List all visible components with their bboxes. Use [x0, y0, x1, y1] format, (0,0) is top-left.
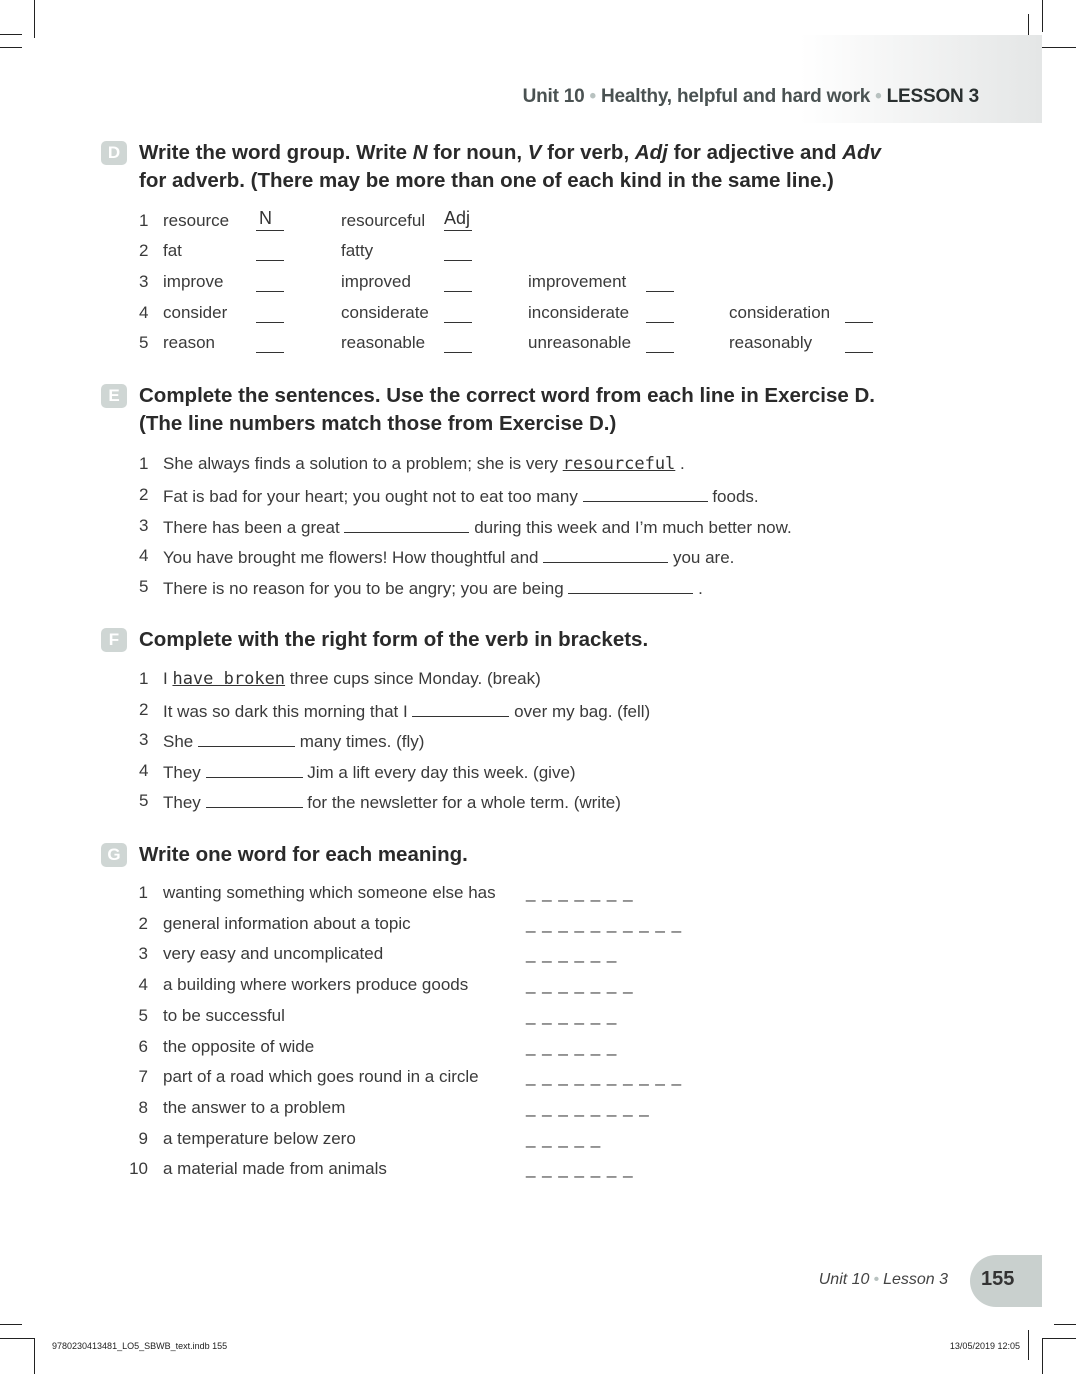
- slug-date: 13/05/2019 12:05: [949, 1341, 1020, 1351]
- header-lesson: LESSON 3: [886, 86, 979, 107]
- answer-blank[interactable]: [344, 516, 469, 533]
- header-unit: Unit 10: [522, 86, 585, 107]
- item-number: 4: [139, 760, 149, 780]
- answer-dashes[interactable]: _ _ _ _ _ _ _ _ _ _: [526, 913, 683, 933]
- answer-blank[interactable]: [646, 291, 674, 292]
- sentence: [163, 485, 759, 507]
- sentence: [163, 546, 734, 568]
- section-badge-d: D: [101, 141, 127, 165]
- section-badge-e: E: [101, 384, 127, 408]
- crop-mark: [0, 34, 22, 35]
- sentence-start: She: [163, 732, 198, 752]
- sentence: [163, 791, 621, 813]
- sentence-start: There is no reason for you to be angry; you are being: [163, 579, 569, 599]
- sentence-end: .: [693, 579, 703, 599]
- word: reasonable: [341, 333, 426, 352]
- crop-mark: [1038, 47, 1076, 48]
- sentence: [163, 730, 424, 752]
- answer-blank[interactable]: [206, 791, 303, 808]
- crop-mark: [1028, 1330, 1029, 1360]
- item-number: 10: [129, 1159, 148, 1179]
- filled-answer: Adj: [444, 208, 471, 228]
- sentence-start: They: [163, 762, 206, 782]
- sentence: [163, 454, 685, 474]
- answer-dashes[interactable]: _ _ _ _ _ _ _ _ _ _: [526, 1067, 683, 1087]
- definition: a building where workers produce goods: [163, 975, 469, 995]
- sentence-end: Jim a lift every day this week. (give): [302, 762, 576, 782]
- word: consider: [163, 303, 228, 322]
- word: improvement: [528, 272, 627, 291]
- sentence-start: It was so dark this morning that I: [163, 701, 413, 721]
- item-number: 3: [139, 515, 149, 535]
- word: inconsiderate: [528, 303, 630, 322]
- word: resource: [163, 211, 230, 230]
- definition: very easy and uncomplicated: [163, 944, 384, 964]
- item-number: 2: [139, 484, 149, 504]
- section-badge-f: F: [101, 628, 127, 652]
- answer-blank[interactable]: [444, 260, 472, 261]
- sentence-end: three cups since Monday. (break): [285, 669, 541, 688]
- word: unreasonable: [528, 333, 632, 352]
- word: resourceful: [341, 211, 426, 230]
- definition: to be successful: [163, 1005, 285, 1025]
- answer-blank[interactable]: [583, 485, 708, 502]
- filled-answer[interactable]: resourceful: [562, 454, 676, 474]
- crop-mark: [1042, 0, 1043, 32]
- crop-mark: [0, 1338, 34, 1339]
- answer-blank[interactable]: [198, 730, 295, 747]
- item-number: 5: [138, 1005, 148, 1025]
- crop-mark: [34, 1338, 35, 1374]
- word: reasonably: [729, 333, 813, 352]
- instruction-line: for adverb. (There may be more than one of each kind in the same line.): [139, 169, 834, 192]
- word: reason: [163, 333, 215, 352]
- answer-blank[interactable]: [206, 761, 303, 778]
- word: considerate: [341, 303, 429, 322]
- item-number: 1: [139, 211, 149, 230]
- answer-blank[interactable]: [845, 352, 873, 353]
- word: improved: [341, 272, 411, 291]
- answer-blank[interactable]: [256, 260, 284, 261]
- sentence-start: There has been a great: [163, 517, 345, 537]
- crop-mark: [1042, 1338, 1043, 1374]
- filled-answer: N: [259, 208, 272, 228]
- answer-blank[interactable]: [568, 577, 693, 594]
- item-number: 3: [139, 730, 149, 750]
- crop-mark: [1054, 1324, 1076, 1325]
- item-number: 4: [139, 303, 149, 322]
- header-title: Healthy, helpful and hard work: [600, 86, 871, 107]
- sentence: [163, 669, 541, 689]
- definition: general information about a topic: [163, 913, 411, 933]
- answer-dashes[interactable]: _ _ _ _ _ _ _ _: [526, 1097, 650, 1117]
- answer-blank[interactable]: [845, 322, 873, 323]
- instruction-line: Complete the sentences. Use the correct word from each line in Exercise D.: [139, 384, 875, 407]
- definition: a material made from animals: [163, 1159, 387, 1179]
- answer-blank[interactable]: [646, 322, 674, 323]
- item-number: 6: [138, 1036, 148, 1056]
- slug-file: 9780230413481_LO5_SBWB_text.indb 155: [52, 1341, 228, 1351]
- item-number: 4: [139, 546, 149, 566]
- answer-dashes[interactable]: _ _ _ _ _: [526, 1128, 602, 1148]
- sentence-end: foods.: [707, 486, 759, 506]
- sentence-end: during this week and I’m much better now.: [469, 517, 792, 537]
- page-number: 155: [970, 1255, 1042, 1307]
- crop-mark: [0, 47, 22, 48]
- answer-dashes[interactable]: _ _ _ _ _ _: [526, 944, 618, 964]
- item-number: 2: [139, 241, 149, 260]
- sentence-start: She always finds a solution to a problem; she is very: [163, 454, 563, 473]
- instruction-line: Write one word for each meaning.: [139, 843, 468, 866]
- answer-dashes[interactable]: _ _ _ _ _ _ _: [526, 975, 634, 995]
- item-number: 2: [139, 699, 149, 719]
- word: fatty: [341, 241, 374, 260]
- answer-dashes[interactable]: _ _ _ _ _ _ _: [526, 883, 634, 902]
- crop-mark: [34, 0, 35, 38]
- item-number: 1: [139, 669, 149, 688]
- instruction-line: Complete with the right form of the verb in brackets.: [139, 628, 649, 651]
- answer-blank[interactable]: [444, 291, 472, 292]
- sentence: [163, 761, 576, 783]
- sentence-start: I: [163, 669, 173, 688]
- answer-dashes[interactable]: _ _ _ _ _ _ _: [526, 1159, 634, 1179]
- item-number: 7: [138, 1067, 148, 1087]
- answer-blank[interactable]: [444, 322, 472, 323]
- sentence-start: You have brought me flowers! How thoughtful and: [163, 548, 544, 568]
- item-number: 2: [138, 913, 148, 933]
- answer-blank[interactable]: [646, 352, 674, 353]
- item-number: 5: [139, 791, 149, 811]
- item-number: 8: [138, 1097, 148, 1117]
- section-badge-g: G: [101, 843, 127, 867]
- word: fat: [163, 241, 182, 260]
- sentence: [163, 700, 650, 722]
- item-number: 5: [139, 577, 149, 597]
- footer-label: Unit 10 • Lesson 3: [818, 1271, 948, 1288]
- sentence-end: over my bag. (fell): [509, 701, 651, 721]
- footer-lesson: Lesson 3: [883, 1271, 948, 1288]
- definition: the answer to a problem: [163, 1097, 346, 1117]
- sentence-end: many times. (fly): [294, 732, 425, 752]
- item-number: 1: [139, 454, 149, 473]
- answer-blank[interactable]: [256, 230, 284, 231]
- item-number: 3: [138, 944, 148, 964]
- sentence-end: .: [675, 454, 685, 473]
- item-number: 3: [139, 272, 149, 291]
- sentence-end: for the newsletter for a whole term. (write): [302, 793, 621, 813]
- filled-answer[interactable]: have broken: [172, 669, 286, 689]
- sentence-start: They: [163, 793, 206, 813]
- answer-blank[interactable]: [256, 322, 284, 323]
- definition: wanting something which someone else has: [163, 883, 496, 902]
- definition: part of a road which goes round in a circle: [163, 1067, 479, 1087]
- instruction-line: Write the word group. Write N for noun, V for verb, Adj for adjective and Adv: [139, 141, 881, 164]
- item-number: 1: [138, 883, 148, 902]
- answer-blank[interactable]: [444, 352, 472, 353]
- answer-blank[interactable]: [543, 546, 668, 563]
- answer-dashes[interactable]: _ _ _ _ _ _: [526, 1005, 618, 1025]
- crop-mark: [0, 1324, 22, 1325]
- word: improve: [163, 272, 224, 291]
- footer-unit: Unit 10: [818, 1271, 870, 1288]
- answer-blank[interactable]: [256, 291, 284, 292]
- header-band: [800, 35, 1042, 123]
- word: consideration: [729, 303, 831, 322]
- definition: the opposite of wide: [163, 1036, 315, 1056]
- sentence-start: Fat is bad for your heart; you ought not to eat too many: [163, 486, 583, 506]
- crop-mark: [1042, 1338, 1076, 1339]
- answer-dashes[interactable]: _ _ _ _ _ _: [526, 1036, 618, 1056]
- item-number: 4: [138, 975, 148, 995]
- sentence-end: you are.: [668, 548, 735, 568]
- running-header: Unit 10 • Healthy, helpful and hard work • LESSON 3: [522, 86, 979, 107]
- item-number: 5: [139, 333, 149, 352]
- sentence: [163, 516, 792, 538]
- instruction-line: (The line numbers match those from Exercise D.): [139, 412, 617, 435]
- item-number: 9: [138, 1128, 148, 1148]
- answer-blank[interactable]: [412, 700, 509, 717]
- definition: a temperature below zero: [163, 1128, 356, 1148]
- answer-blank[interactable]: [444, 230, 472, 231]
- answer-blank[interactable]: [256, 352, 284, 353]
- sentence: [163, 577, 703, 599]
